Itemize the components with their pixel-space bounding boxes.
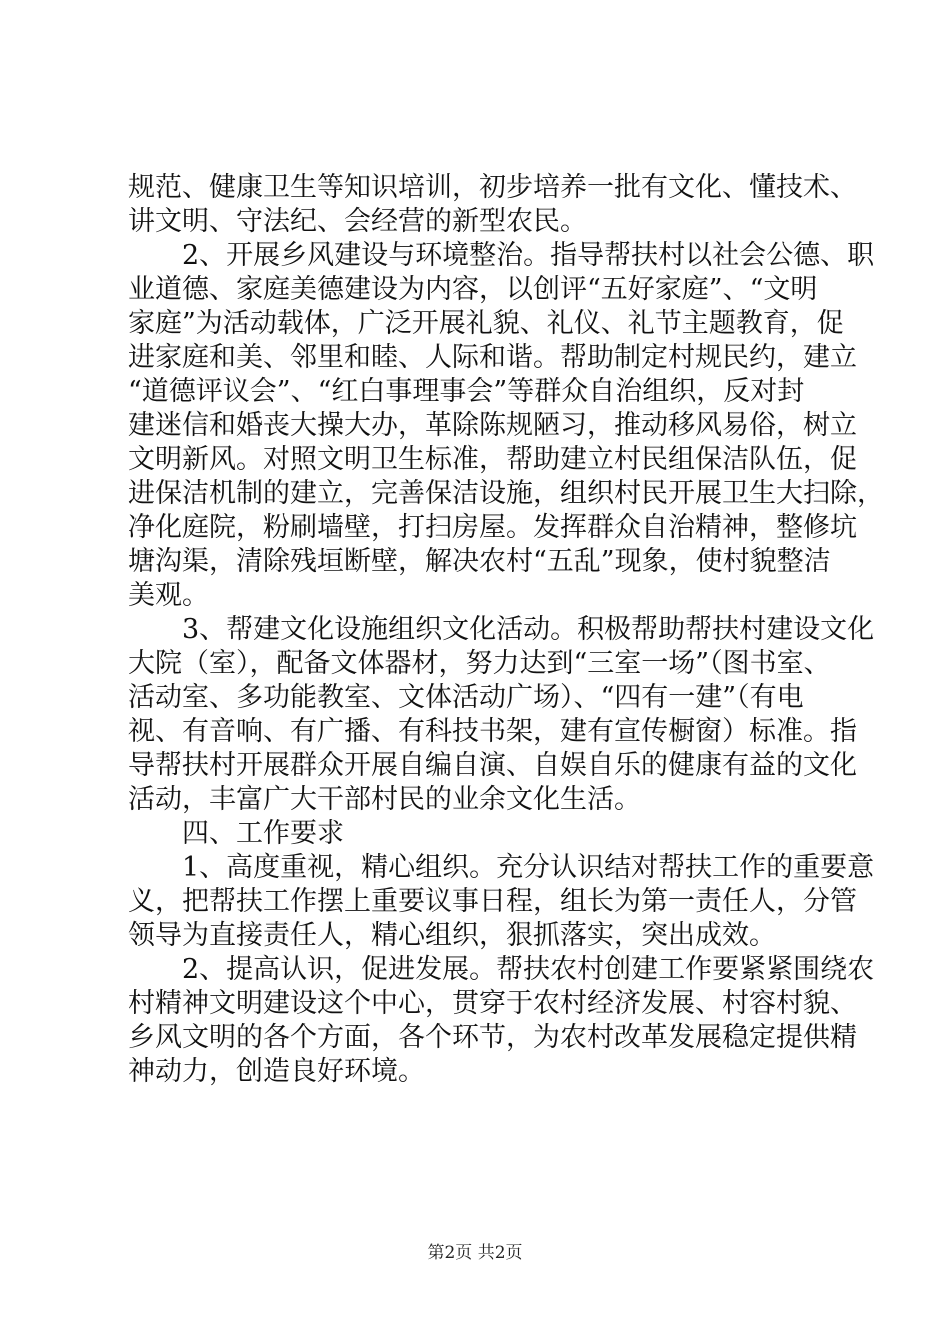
paragraph-start-line: 3、帮建文化设施组织文化活动。积极帮助帮扶村建设文化: [182, 614, 875, 645]
text-line: 文明新风。对照文明卫生标准，帮助建立村民组保洁队伍，促: [128, 444, 857, 475]
text-line: 业道德、家庭美德建设为内容，以创评“五好家庭”、“文明: [128, 274, 818, 305]
paragraph-start-line: 2、开展乡风建设与环境整治。指导帮扶村以社会公德、职: [182, 240, 875, 271]
paragraph-start-line: 1、高度重视，精心组织。充分认识结对帮扶工作的重要意: [182, 852, 875, 883]
text-line: “道德评议会”、“红白事理事会”等群众自治组织，反对封: [128, 376, 805, 407]
page-number-footer: 第2页 共2页: [427, 1243, 523, 1263]
text-line: 进保洁机制的建立，完善保洁设施，组织村民开展卫生大扫除，: [128, 478, 884, 509]
text-line: 讲文明、守法纪、会经营的新型农民。: [128, 206, 587, 237]
text-line: 神动力，创造良好环境。: [128, 1056, 425, 1087]
text-line: 塘沟渠，清除残垣断壁，解决农村“五乱”现象，使村貌整洁: [128, 546, 831, 577]
text-line: 视、有音响、有广播、有科技书架，建有宣传橱窗）标准。指: [128, 716, 857, 747]
text-line: 乡风文明的各个方面，各个环节，为农村改革发展稳定提供精: [128, 1022, 857, 1053]
text-line: 进家庭和美、邻里和睦、人际和谐。帮助制定村规民约，建立: [128, 342, 857, 373]
text-line: 义，把帮扶工作摆上重要议事日程，组长为第一责任人，分管: [128, 886, 857, 917]
text-line: 规范、健康卫生等知识培训，初步培养一批有文化、懂技术、: [128, 172, 857, 203]
text-line: 活动，丰富广大干部村民的业余文化生活。: [128, 784, 641, 815]
text-line: 活动室、多功能教室、文体活动广场）、“四有一建”（有电: [128, 682, 804, 713]
section-heading: 四、工作要求: [182, 818, 344, 849]
text-line: 建迷信和婚丧大操大办，革除陈规陋习，推动移风易俗，树立: [128, 410, 857, 441]
text-line: 美观。: [128, 580, 209, 611]
text-line: 净化庭院，粉刷墙壁，打扫房屋。发挥群众自治精神，整修坑: [128, 512, 857, 543]
paragraph-start-line: 2、提高认识，促进发展。帮扶农村创建工作要紧紧围绕农: [182, 954, 875, 985]
text-line: 家庭”为活动载体，广泛开展礼貌、礼仪、礼节主题教育，促: [128, 308, 844, 339]
text-line: 大院（室），配备文体器材，努力达到“三室一场”（图书室、: [128, 648, 831, 679]
text-line: 领导为直接责任人，精心组织，狠抓落实，突出成效。: [128, 920, 776, 951]
text-line: 导帮扶村开展群众开展自编自演、自娱自乐的健康有益的文化: [128, 750, 857, 781]
text-line: 村精神文明建设这个中心，贯穿于农村经济发展、村容村貌、: [128, 988, 857, 1019]
